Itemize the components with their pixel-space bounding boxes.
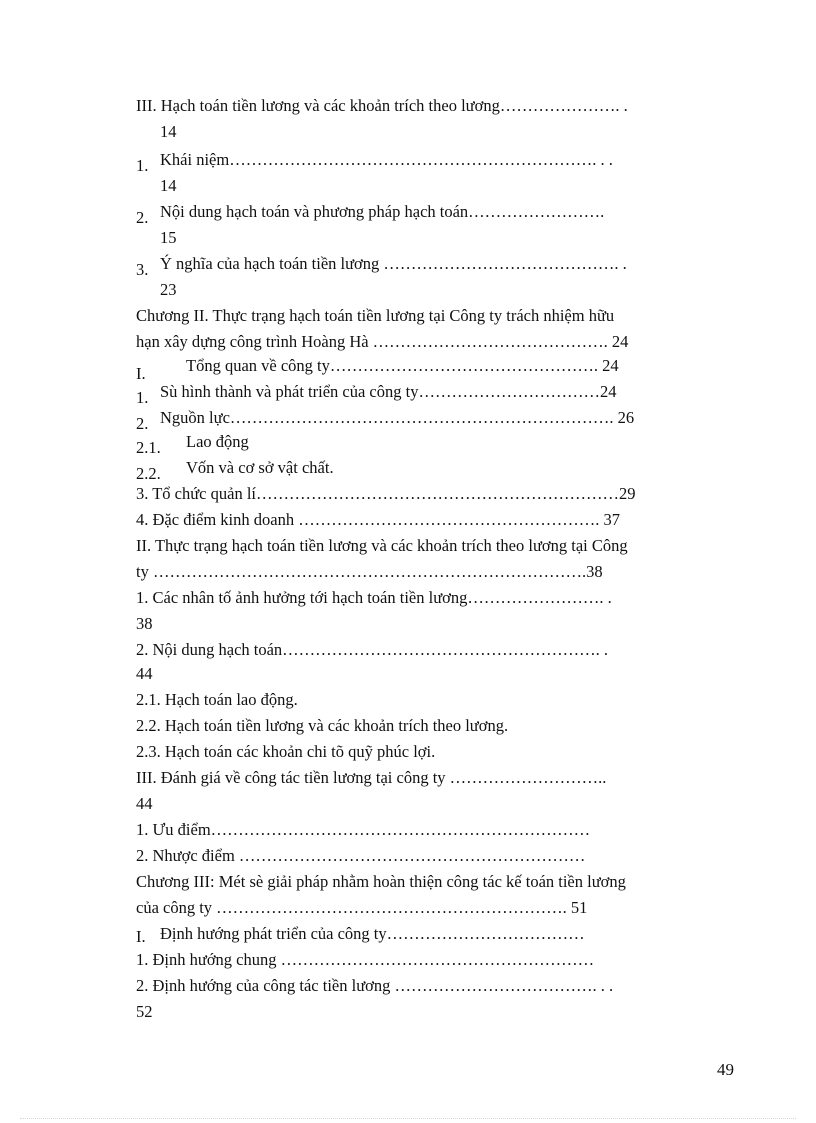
toc-line: Khái niệm…………………………………………………………. . . [160,150,613,169]
page-bottom-border [20,1118,796,1119]
page-number: 49 [717,1060,734,1079]
toc-line: 1. Định hướng chung ………………………………………………… [136,950,595,969]
toc-line: 44 [136,664,153,683]
toc-line: 2.1. Hạch toán lao động. [136,690,298,709]
toc-line: Chương III: Mét sè giải pháp nhằm hoàn thiện công tác kế toán tiền lương [136,872,626,891]
toc-line: Vốn và cơ sở vật chất. [186,458,334,477]
toc-line: Sù hình thành và phát triển của công ty……………………………24 [160,382,617,401]
toc-line: 2. Nội dung hạch toán…………………………………………………. . [136,640,609,659]
toc-entry-number: 2.2. [136,464,161,483]
toc-line: Tổng quan về công ty…………………………………………. 24 [186,356,619,375]
toc-line: 3. Tổ chức quản lí…………………………………………………………29 [136,484,636,503]
toc-entry-number: 1. [136,388,149,407]
toc-line: 2. Định hướng của công tác tiền lương ………………………………. . . [136,976,614,995]
toc-entry-number: 2. [136,208,149,227]
toc-line: 4. Đặc điểm kinh doanh ………………………………………………. 37 [136,510,620,529]
toc-line: 52 [136,1002,153,1021]
toc-line: III. Đánh giá về công tác tiền lương tại công ty ……………………….. [136,768,607,787]
toc-line: Ý nghĩa của hạch toán tiền lương ……………………………………. . [160,254,627,273]
toc-line: 38 [136,614,153,633]
toc-entry-number: 2. [136,414,149,433]
toc-entry-number: 2.1. [136,438,161,457]
toc-line: 44 [136,794,153,813]
toc-line: 14 [160,176,177,195]
toc-line: của công ty ………………………………………………………. 51 [136,898,588,917]
toc-line: ty …………………………………………………………………….38 [136,562,603,581]
toc-line: Định hướng phát triển của công ty……………………………… [160,924,585,943]
toc-line: Chương II. Thực trạng hạch toán tiền lương tại Công ty trách nhiệm hữu [136,306,615,325]
toc-line: III. Hạch toán tiền lương và các khoản trích theo lương…………………. . [136,96,628,115]
toc-line: Lao động [186,432,249,451]
toc-line: 1. Các nhân tố ảnh hưởng tới hạch toán tiền lương……………………. . [136,588,612,607]
toc-entry-number: 1. [136,156,149,175]
toc-line: 2.3. Hạch toán các khoản chi tõ quỹ phúc lợi. [136,742,436,761]
toc-line: hạn xây dựng công trình Hoàng Hà ……………………………………. 24 [136,332,629,351]
toc-line: 14 [160,122,177,141]
toc-line: 23 [160,280,177,299]
toc-line: II. Thực trạng hạch toán tiền lương và các khoản trích theo lương tại Công [136,536,628,555]
toc-line: Nguồn lực……………………………………………………………. 26 [160,408,635,427]
toc-line: 2. Nhược điểm ……………………………………………………… [136,846,586,865]
toc-entry-number: I. [136,927,146,946]
toc-entry-number: I. [136,364,146,383]
toc-line: 1. Ưu điểm…………………………………………………………… [136,820,591,839]
toc-entry-number: 3. [136,260,149,279]
toc-line: 15 [160,228,177,247]
toc-line: Nội dung hạch toán và phương pháp hạch toán……………………. [160,202,605,221]
toc-line: 2.2. Hạch toán tiền lương và các khoản trích theo lương. [136,716,509,735]
